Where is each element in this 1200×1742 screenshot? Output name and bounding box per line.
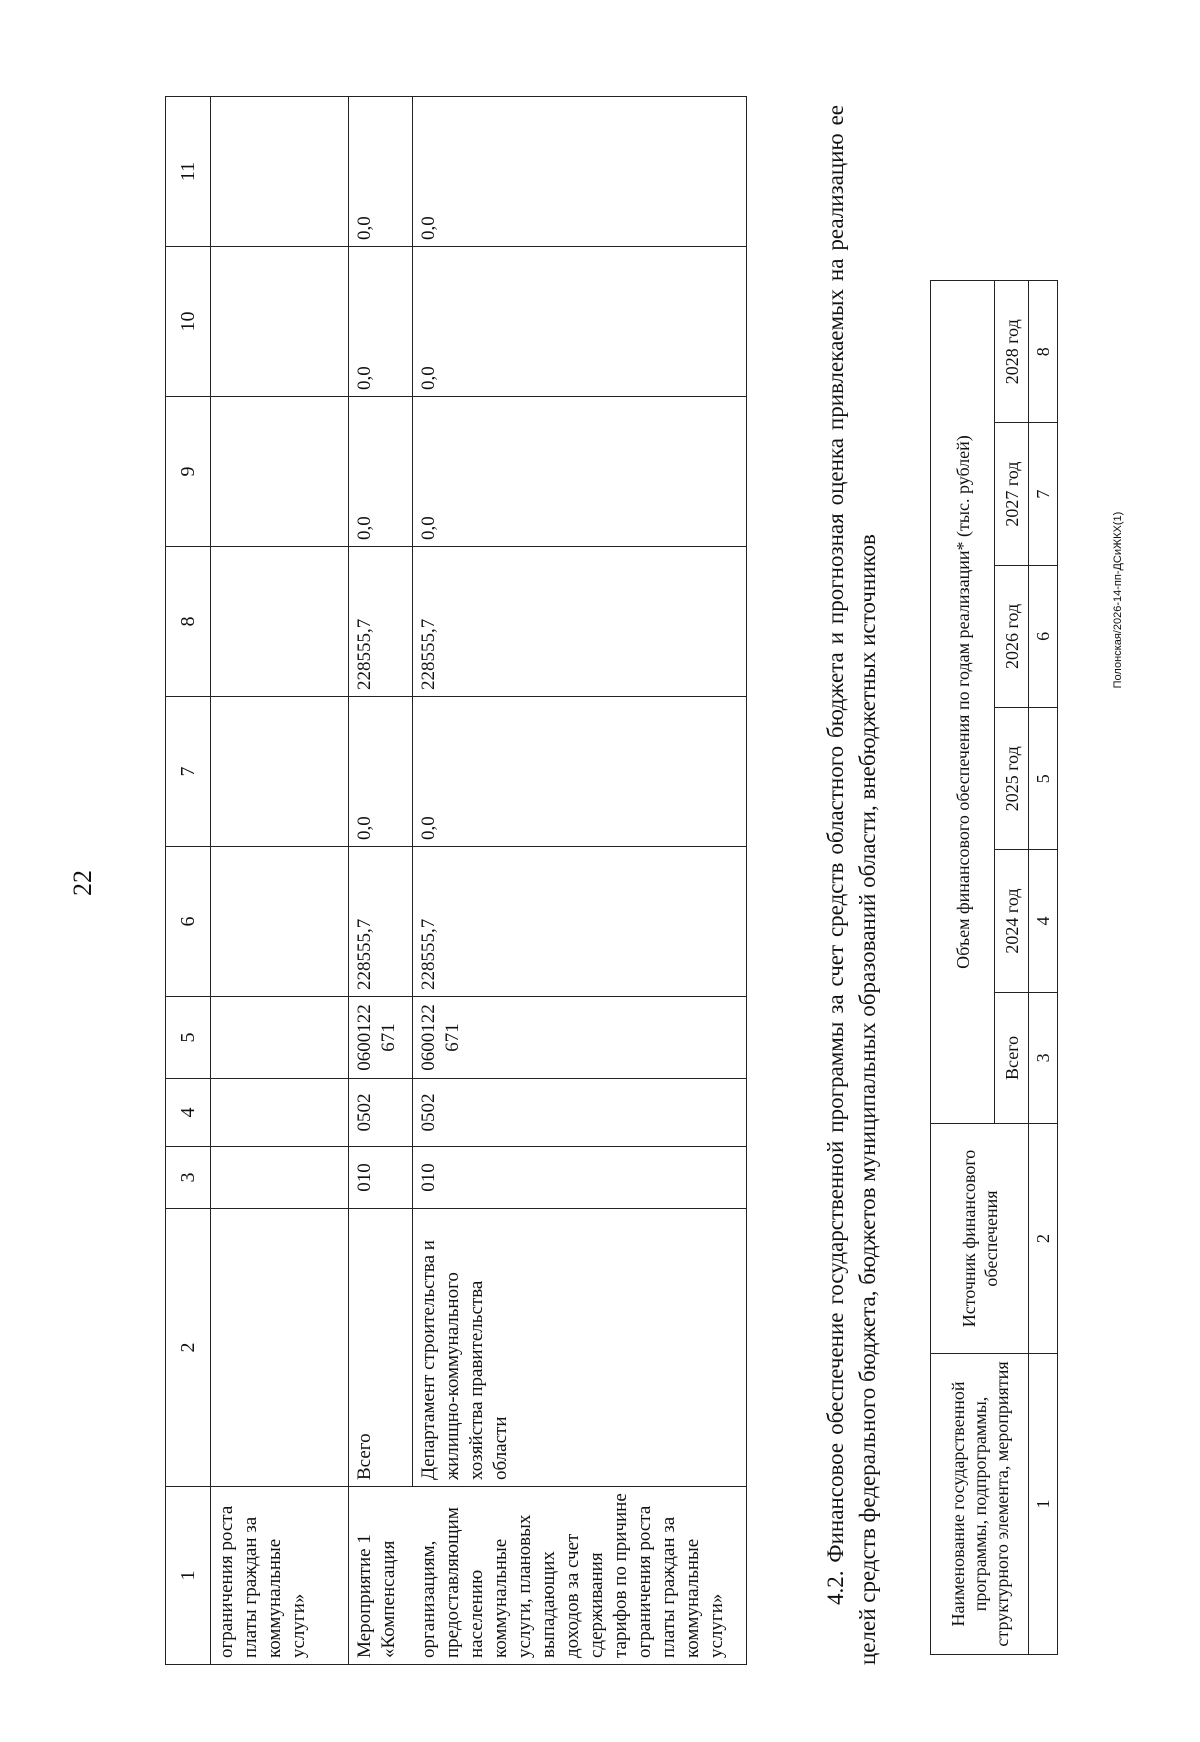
section-heading bbox=[820, 105, 884, 1665]
table-header-row bbox=[931, 281, 995, 1655]
amount-cell: 0,0 bbox=[413, 397, 747, 547]
year-header: 2027 год bbox=[995, 423, 1029, 565]
year-header: 2028 год bbox=[995, 281, 1029, 423]
document-footer bbox=[1112, 511, 1138, 689]
executor-cell: Всего bbox=[349, 1209, 413, 1487]
amount-cell: 0,0 bbox=[349, 247, 413, 397]
footer-code: Полонская/2026-14-пп-ДСиЖКХ(1) bbox=[1112, 511, 1124, 689]
table-row bbox=[413, 97, 747, 1665]
column-number: 7 bbox=[1029, 423, 1058, 565]
column-header: 9 bbox=[166, 397, 211, 547]
group-header: Объем финансового обеспечения по годам реализации* (тыс. рублей) bbox=[931, 281, 995, 1124]
page-number: 22 bbox=[68, 870, 97, 896]
year-header: 2024 год bbox=[995, 850, 1029, 992]
column-header: 5 bbox=[166, 997, 211, 1079]
column-number: 3 bbox=[1029, 992, 1058, 1123]
amount-cell: 228555,7 bbox=[349, 847, 413, 997]
target-article-cell: 0600122 671 bbox=[413, 997, 747, 1079]
column-header: Наименование государственной программы, подпрограммы, структурного элемента, мероприятия bbox=[931, 1353, 1029, 1654]
column-header: 10 bbox=[166, 247, 211, 397]
section-text: Финансовое обеспечение государственной программы за счет средств областного бюджета и прогнозная оценка привлекаемых на реализацию ее целей средств федерального бюджета, бюджетов муниципальных образований области, внебюджетных источников bbox=[823, 104, 880, 1665]
column-number: 1 bbox=[1029, 1353, 1058, 1654]
amount-cell: 0,0 bbox=[413, 247, 747, 397]
amount-cell: 0,0 bbox=[349, 97, 413, 247]
column-number: 6 bbox=[1029, 565, 1058, 707]
table-cell bbox=[211, 97, 349, 247]
gpbs-code-cell: 010 bbox=[413, 1147, 747, 1209]
section-code-cell: 0502 bbox=[349, 1079, 413, 1147]
column-number: 5 bbox=[1029, 708, 1058, 850]
measure-name-cell: организациям, предоставляющим населению коммунальные услуги, плановых выпадающих доходов за счет сдерживания тарифов по причине ограничения роста платы граждан за коммунальные услуги» bbox=[413, 1487, 747, 1665]
table-header-row bbox=[166, 97, 211, 1665]
amount-cell: 228555,7 bbox=[413, 847, 747, 997]
amount-cell: 0,0 bbox=[349, 697, 413, 847]
table-row bbox=[211, 97, 349, 1665]
rotated-landscape-page bbox=[165, 105, 1085, 1665]
column-header: 7 bbox=[166, 697, 211, 847]
table-cell bbox=[211, 1209, 349, 1487]
executor-cell: Департамент строительства и жилищно-коммунального хозяйства правительства области bbox=[413, 1209, 747, 1487]
column-header: 2 bbox=[166, 1209, 211, 1487]
column-number: 2 bbox=[1029, 1124, 1058, 1354]
column-number-row bbox=[1029, 281, 1058, 1655]
year-header: 2025 год bbox=[995, 708, 1029, 850]
amount-cell: 228555,7 bbox=[413, 547, 747, 697]
amount-cell: 0,0 bbox=[349, 397, 413, 547]
table-cell bbox=[211, 397, 349, 547]
column-header: 4 bbox=[166, 1079, 211, 1147]
column-header: 1 bbox=[166, 1487, 211, 1665]
column-header: 8 bbox=[166, 547, 211, 697]
column-number: 8 bbox=[1029, 281, 1058, 423]
table-cell bbox=[211, 997, 349, 1079]
measure-name-cell: Мероприятие 1 «Компенсация bbox=[349, 1487, 413, 1665]
measure-name-cell: ограничения роста платы граждан за коммунальные услуги» bbox=[211, 1487, 349, 1665]
column-header: 3 bbox=[166, 1147, 211, 1209]
amount-cell: 0,0 bbox=[413, 697, 747, 847]
table-cell bbox=[211, 1147, 349, 1209]
year-header: 2026 год bbox=[995, 565, 1029, 707]
section-code-cell: 0502 bbox=[413, 1079, 747, 1147]
year-header: Всего bbox=[995, 992, 1029, 1123]
amount-cell: 0,0 bbox=[413, 97, 747, 247]
target-article-cell: 0600122 671 bbox=[349, 997, 413, 1079]
table-cell bbox=[211, 1079, 349, 1147]
table-cell bbox=[211, 847, 349, 997]
finance-table bbox=[930, 280, 1058, 1655]
column-header: 11 bbox=[166, 97, 211, 247]
column-header: 6 bbox=[166, 847, 211, 997]
section-number: 4.2. bbox=[823, 1570, 848, 1605]
table-row bbox=[349, 97, 413, 1665]
table-cell bbox=[211, 547, 349, 697]
column-header: Источник финансового обеспечения bbox=[931, 1124, 1029, 1354]
table-cell bbox=[211, 247, 349, 397]
expenditure-table bbox=[165, 96, 747, 1665]
gpbs-code-cell: 010 bbox=[349, 1147, 413, 1209]
column-number: 4 bbox=[1029, 850, 1058, 992]
amount-cell: 228555,7 bbox=[349, 547, 413, 697]
table-cell bbox=[211, 697, 349, 847]
